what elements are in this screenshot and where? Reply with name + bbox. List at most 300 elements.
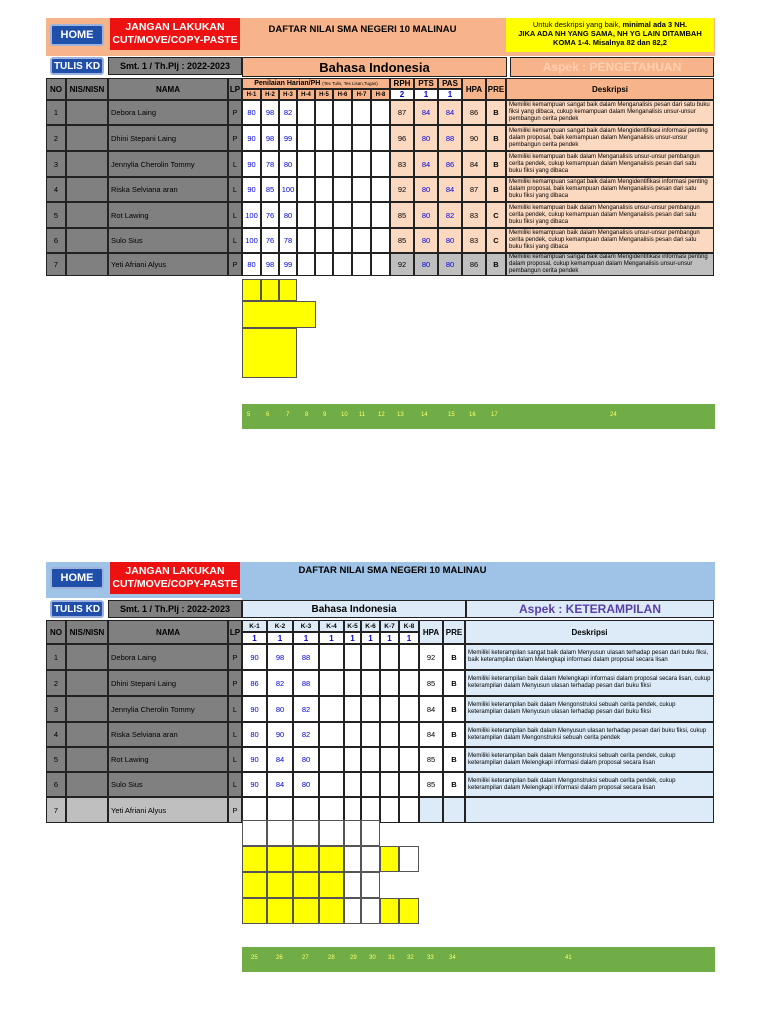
row-pre: B [486,177,506,202]
h-score-cell[interactable]: 100 [242,202,261,228]
k-score-cell[interactable] [361,696,380,722]
empty-cell[interactable] [267,898,293,924]
k-score-cell[interactable] [361,644,380,670]
h-score-cell[interactable]: 99 [279,253,297,276]
col-lp-header: LP [228,620,242,644]
row-nis[interactable] [66,696,108,722]
h-score-cell[interactable] [371,151,390,177]
sheet-title: DAFTAR NILAI SMA NEGERI 10 MALINAU [298,565,487,576]
table-row [46,644,714,670]
ruler-label: 15 [448,412,455,418]
h-score-cell[interactable] [315,228,333,253]
column-ruler [242,404,715,429]
row-deskripsi: Memiliki kemampuan sangat baik dalam Mengidentifikasi informasi penting dalam proposal, cukup kemampuan dalam Menganalisis unsur-unsur pembangun cerita pendek [506,253,714,276]
row-pas[interactable]: 84 [438,177,462,202]
k-score-cell[interactable] [344,747,361,772]
row-nama: Debora Laing [108,100,228,125]
row-lp: L [228,772,242,797]
row-nis[interactable] [66,228,108,253]
k-weight-4: 1 [319,632,344,644]
h-score-cell[interactable] [333,202,352,228]
row-pre: B [443,747,465,772]
h-score-cell[interactable] [297,253,315,276]
k-weight-3: 1 [293,632,319,644]
row-nama: Debora Laing [108,644,228,670]
ruler-label: 8 [305,412,309,418]
k-score-cell[interactable] [380,722,399,747]
k-score-cell[interactable]: 90 [242,772,267,797]
warning-line-2: CUT/MOVE/COPY-PASTE [112,578,238,590]
tulis-kd-button[interactable]: TULIS KD [50,57,104,75]
h-score-cell[interactable] [371,100,390,125]
table-row [46,100,714,125]
row-nama: Jennylia Cherolin Tommy [108,151,228,177]
k-score-cell[interactable] [361,722,380,747]
h-score-cell[interactable]: 80 [279,151,297,177]
k-score-cell[interactable]: 82 [267,670,293,696]
ruler-label: 34 [449,955,456,961]
h-score-cell[interactable] [333,125,352,151]
h-score-cell[interactable]: 85 [261,177,279,202]
col-hpa-header: HPA [419,620,443,644]
k-weight-7: 1 [380,632,399,644]
ruler-label: 29 [350,955,357,961]
ruler-label: 5 [247,412,251,418]
k-score-cell[interactable]: 98 [267,644,293,670]
k-score-cell[interactable] [399,644,419,670]
h-score-cell[interactable] [352,100,371,125]
pts-weight: 1 [414,89,438,100]
table-row [46,228,714,253]
h-score-cell[interactable] [352,151,371,177]
k-score-cell[interactable]: 84 [267,772,293,797]
h-score-cell[interactable] [371,228,390,253]
h-col-2: H-2 [261,89,279,100]
ruler-label: 12 [378,412,385,418]
h-score-cell[interactable] [297,177,315,202]
note-box [506,18,714,52]
row-hpa: 90 [462,125,486,151]
k-score-cell[interactable] [399,670,419,696]
ruler-label: 28 [328,955,335,961]
empty-cell[interactable] [344,846,361,872]
empty-cell[interactable] [293,898,319,924]
row-lp: L [228,696,242,722]
h-score-cell[interactable]: 76 [261,202,279,228]
h-score-cell[interactable]: 90 [242,151,261,177]
h-col-7: H-7 [352,89,371,100]
h-col-3: H-3 [279,89,297,100]
k-weight-1: 1 [242,632,267,644]
row-pre: B [486,151,506,177]
empty-cell[interactable] [293,820,319,846]
h-score-cell[interactable]: 78 [279,228,297,253]
empty-cell[interactable] [267,872,293,898]
col-nama-header: NAMA [108,620,228,644]
row-deskripsi: Memiliki kemampuan baik dalam Menganalisis unsur-unsur pembangun cerita pendek, cukup kemampuan dalam Menganalisis pesan dari satu buku fiksi yang dibaca [506,228,714,253]
k-col-3: K-3 [293,620,319,632]
row-lp: L [228,177,242,202]
row-nis[interactable] [66,670,108,696]
ruler-label: 31 [388,955,395,961]
ph-label: Penilaian Harian/PH [254,80,321,87]
row-nama: Sulo Sius [108,228,228,253]
k-score-cell[interactable] [344,644,361,670]
row-nis[interactable] [66,177,108,202]
k-score-cell[interactable] [380,747,399,772]
row-pas[interactable]: 88 [438,125,462,151]
semester-box: Smt. 1 / Th.Plj : 2022-2023 [108,57,242,75]
col-lp-header: LP [228,78,242,100]
row-pre: B [443,696,465,722]
col-nis-header: NIS/NISN [66,78,108,100]
row-lp: L [228,228,242,253]
ruler-label: 25 [251,955,258,961]
row-hpa: 85 [419,670,443,696]
row-nama: Riska Selviana aran [108,177,228,202]
empty-cell[interactable] [242,898,267,924]
h-score-cell[interactable] [315,177,333,202]
k-column-headers [242,620,419,644]
h-score-cell[interactable] [333,228,352,253]
row-nama: Rot Lawing [108,202,228,228]
k-score-cell[interactable] [361,670,380,696]
row-rph: 92 [390,177,414,202]
h-score-cell[interactable]: 80 [242,253,261,276]
row-lp: L [228,202,242,228]
k-score-cell[interactable]: 86 [242,670,267,696]
empty-cell[interactable] [293,872,319,898]
k-score-cell[interactable] [344,722,361,747]
note-line-3: KOMA 1-4. Misalnya 82 dan 82,2 [553,38,667,47]
h-score-cell[interactable] [333,177,352,202]
k-score-cell[interactable] [399,772,419,797]
row-nis[interactable] [66,100,108,125]
h-score-cell[interactable] [333,253,352,276]
row-nama: Jennylia Cherolin Tommy [108,696,228,722]
empty-cell[interactable] [267,820,293,846]
ruler-label: 33 [427,955,434,961]
row-nama: Rot Lawing [108,747,228,772]
h-score-cell[interactable] [333,100,352,125]
empty-cell[interactable] [242,328,297,378]
ruler-label: 13 [397,412,404,418]
k-col-7: K-7 [380,620,399,632]
h-score-cell[interactable] [297,151,315,177]
table-row [46,722,714,747]
h-score-cell[interactable]: 80 [242,100,261,125]
h-score-cell[interactable]: 80 [279,202,297,228]
row-nama: Yeti Afriani Alyus [108,797,228,823]
k-score-cell[interactable] [319,696,344,722]
row-nis[interactable] [66,797,108,823]
h-column-headers [242,89,390,100]
k-score-cell[interactable] [399,722,419,747]
k-col-1: K-1 [242,620,267,632]
row-hpa: 83 [462,202,486,228]
h-score-cell[interactable] [352,177,371,202]
row-hpa: 84 [419,696,443,722]
table-row [46,670,714,696]
row-no: 1 [46,644,66,670]
row-hpa: 85 [419,772,443,797]
row-hpa [419,797,443,823]
empty-cell[interactable] [361,846,380,872]
column-ruler [242,947,715,972]
h-score-cell[interactable] [371,202,390,228]
empty-cell[interactable] [344,898,361,924]
h-col-8: H-8 [371,89,390,100]
empty-cell[interactable] [242,279,261,301]
ruler-label: 16 [469,412,476,418]
row-nis[interactable] [66,253,108,276]
k-score-cell[interactable]: 82 [293,696,319,722]
pas-weight: 1 [438,89,462,100]
h-score-cell[interactable]: 76 [261,228,279,253]
h-score-cell[interactable]: 82 [279,100,297,125]
empty-cell[interactable] [267,846,293,872]
row-pas[interactable]: 80 [438,228,462,253]
empty-cell[interactable] [319,846,344,872]
row-pts[interactable]: 80 [414,253,438,276]
row-nis[interactable] [66,722,108,747]
k-col-2: K-2 [267,620,293,632]
h-score-cell[interactable]: 98 [261,125,279,151]
row-pas[interactable]: 82 [438,202,462,228]
home-button[interactable]: HOME [50,24,104,46]
k-score-cell[interactable] [380,772,399,797]
row-lp: P [228,253,242,276]
h-score-cell[interactable] [297,202,315,228]
subject-box: Bahasa Indonesia [242,57,507,77]
k-score-cell[interactable]: 90 [242,696,267,722]
row-deskripsi [465,797,714,823]
empty-cell[interactable] [344,820,361,846]
table-row [46,177,714,202]
ph-note: (Tes Tulis, Tes Lisan,Tugas) [322,81,378,86]
tulis-kd-button[interactable]: TULIS KD [50,600,104,618]
row-no: 6 [46,228,66,253]
row-rph: 96 [390,125,414,151]
row-pre: C [486,228,506,253]
row-nis[interactable] [66,772,108,797]
h-score-cell[interactable] [315,202,333,228]
k-col-4: K-4 [319,620,344,632]
empty-cell[interactable] [319,898,344,924]
row-no: 7 [46,797,66,823]
row-deskripsi: Memiliki keterampilan baik dalam Mengonstruksi sebuah cerita pendek, cukup keterampilan dalam Melengkapi informasi dalam proposal secara lisan [465,772,714,797]
h-score-cell[interactable] [297,100,315,125]
h-score-cell[interactable]: 98 [261,100,279,125]
h-score-cell[interactable] [297,228,315,253]
k-score-cell[interactable]: 90 [267,722,293,747]
col-no-header: NO [46,620,66,644]
h-score-cell[interactable]: 100 [279,177,297,202]
col-desk-header: Deskripsi [506,78,714,100]
h-score-cell[interactable] [315,253,333,276]
row-hpa: 86 [462,253,486,276]
k-weight-6: 1 [361,632,380,644]
ruler-label: 9 [323,412,327,418]
empty-cell[interactable] [380,846,399,872]
row-pre: B [443,670,465,696]
k-score-cell[interactable] [380,670,399,696]
row-no: 1 [46,100,66,125]
k-score-cell[interactable]: 88 [293,670,319,696]
h-score-cell[interactable] [315,100,333,125]
row-lp: L [228,722,242,747]
ruler-label: 7 [286,412,290,418]
h-score-cell[interactable]: 90 [242,125,261,151]
row-pas[interactable]: 80 [438,253,462,276]
row-deskripsi: Memiliki keterampilan baik dalam Mengonstruksi sebuah cerita pendek, cukup keterampilan dalam Melengkapi informasi dalam proposal secara lisan [465,747,714,772]
k-score-cell[interactable]: 80 [293,772,319,797]
h-col-5: H-5 [315,89,333,100]
k-score-cell[interactable] [399,747,419,772]
h-score-cell[interactable] [352,253,371,276]
ruler-label: 32 [407,955,414,961]
table-row [46,696,714,722]
row-pts[interactable]: 80 [414,228,438,253]
ruler-label: 41 [565,955,572,961]
row-nis[interactable] [66,644,108,670]
k-score-cell[interactable] [361,772,380,797]
h-score-cell[interactable] [333,151,352,177]
h-score-cell[interactable] [315,125,333,151]
table-row [46,202,714,228]
k-score-cell[interactable] [319,722,344,747]
warning-line-1: JANGAN LAKUKAN [125,565,225,577]
k-score-cell[interactable]: 80 [267,696,293,722]
row-no: 2 [46,670,66,696]
home-button[interactable]: HOME [50,567,104,589]
row-nis[interactable] [66,125,108,151]
k-score-cell[interactable] [319,772,344,797]
col-rph-header: RPH [390,78,414,89]
k-score-cell[interactable] [344,670,361,696]
k-score-cell[interactable] [319,670,344,696]
empty-cell[interactable] [242,820,267,846]
empty-cell[interactable] [399,898,419,924]
row-nis[interactable] [66,151,108,177]
empty-cell[interactable] [319,820,344,846]
k-score-cell[interactable] [380,644,399,670]
k-score-cell[interactable] [319,747,344,772]
empty-cell[interactable] [361,872,380,898]
h-score-cell[interactable]: 99 [279,125,297,151]
k-score-cell[interactable] [344,772,361,797]
k-score-cell[interactable] [380,696,399,722]
row-no: 5 [46,202,66,228]
row-rph: 92 [390,253,414,276]
row-deskripsi: Memiliki kemampuan baik dalam Menganalisis unsur-unsur pembangun cerita pendek, cukup kemampuan dalam Menganalisis pesan dari satu buku fiksi yang dibaca [506,202,714,228]
warning-banner [110,562,240,594]
k-score-cell[interactable] [361,747,380,772]
k-score-cell[interactable]: 80 [293,747,319,772]
note-text-a: Untuk deskripsi yang baik, [532,20,623,29]
h-score-cell[interactable] [297,125,315,151]
empty-cell[interactable] [242,846,267,872]
h-score-cell[interactable] [352,228,371,253]
k-score-cell[interactable] [344,696,361,722]
warning-line-2: CUT/MOVE/COPY-PASTE [112,34,238,46]
top-sheet [0,0,768,440]
empty-cell[interactable] [319,872,344,898]
h-score-cell[interactable] [371,125,390,151]
h-score-cell[interactable] [315,151,333,177]
row-hpa: 83 [462,228,486,253]
k-weight-2: 1 [267,632,293,644]
h-col-1: H-1 [242,89,261,100]
col-no-header: NO [46,78,66,100]
row-deskripsi: Memiliki keterampilan baik dalam Melengkapi informasi dalam proposal secara lisan, cukup keterampilan dalam Menyusun ulasan terhadap pesan dari buku fiksi [465,670,714,696]
ruler-label: 26 [276,955,283,961]
h-score-cell[interactable] [352,202,371,228]
k-score-cell[interactable] [319,644,344,670]
row-pre: B [486,253,506,276]
k-score-cell[interactable]: 90 [242,747,267,772]
row-rph: 85 [390,202,414,228]
row-deskripsi: Memiliki keterampilan baik dalam Mengonstruksi sebuah cerita pendek, cukup keterampilan dalam Menyusun ulasan terhadap pesan dari buku fiksi [465,696,714,722]
empty-cell[interactable] [242,872,267,898]
k-score-cell[interactable]: 80 [242,722,267,747]
row-pas[interactable]: 84 [438,100,462,125]
row-pas[interactable]: 86 [438,151,462,177]
empty-cell[interactable] [344,872,361,898]
empty-cell[interactable] [279,279,297,301]
row-pts[interactable]: 80 [414,125,438,151]
row-pts[interactable]: 84 [414,100,438,125]
row-pts[interactable]: 84 [414,151,438,177]
h-score-cell[interactable] [352,125,371,151]
empty-cell[interactable] [261,279,279,301]
k-col-6: K-6 [361,620,380,632]
h-score-cell[interactable]: 78 [261,151,279,177]
empty-cell[interactable] [293,846,319,872]
h-score-cell[interactable]: 100 [242,228,261,253]
ruler-label: 30 [369,955,376,961]
h-score-cell[interactable] [371,253,390,276]
row-pre: B [486,125,506,151]
col-ph-header [242,78,390,89]
k-score-cell[interactable]: 88 [293,644,319,670]
empty-cell[interactable] [399,846,419,872]
k-score-cell[interactable] [399,696,419,722]
row-hpa: 86 [462,100,486,125]
table-row [46,151,714,177]
h-score-cell[interactable]: 90 [242,177,261,202]
row-no: 3 [46,696,66,722]
row-pts[interactable]: 80 [414,202,438,228]
row-pts[interactable]: 80 [414,177,438,202]
k-weight-8: 1 [399,632,419,644]
h-score-cell[interactable]: 98 [261,253,279,276]
empty-cell[interactable] [361,820,380,846]
row-nis[interactable] [66,747,108,772]
empty-cell[interactable] [380,898,399,924]
row-nis[interactable] [66,202,108,228]
h-score-cell[interactable] [371,177,390,202]
empty-cell[interactable] [361,898,380,924]
warning-banner [110,18,240,50]
k-col-5: K-5 [344,620,361,632]
k-score-cell[interactable]: 82 [293,722,319,747]
row-deskripsi: Memiliki keterampilan baik dalam Menyusun ulasan terhadap pesan dari buku fiksi, cukup keterampilan dalam Mengonstruksi sebuah cerita pendek [465,722,714,747]
k-score-cell[interactable]: 90 [242,644,267,670]
k-score-cell[interactable]: 84 [267,747,293,772]
ruler-label: 24 [610,412,617,418]
empty-cell[interactable] [242,301,316,328]
